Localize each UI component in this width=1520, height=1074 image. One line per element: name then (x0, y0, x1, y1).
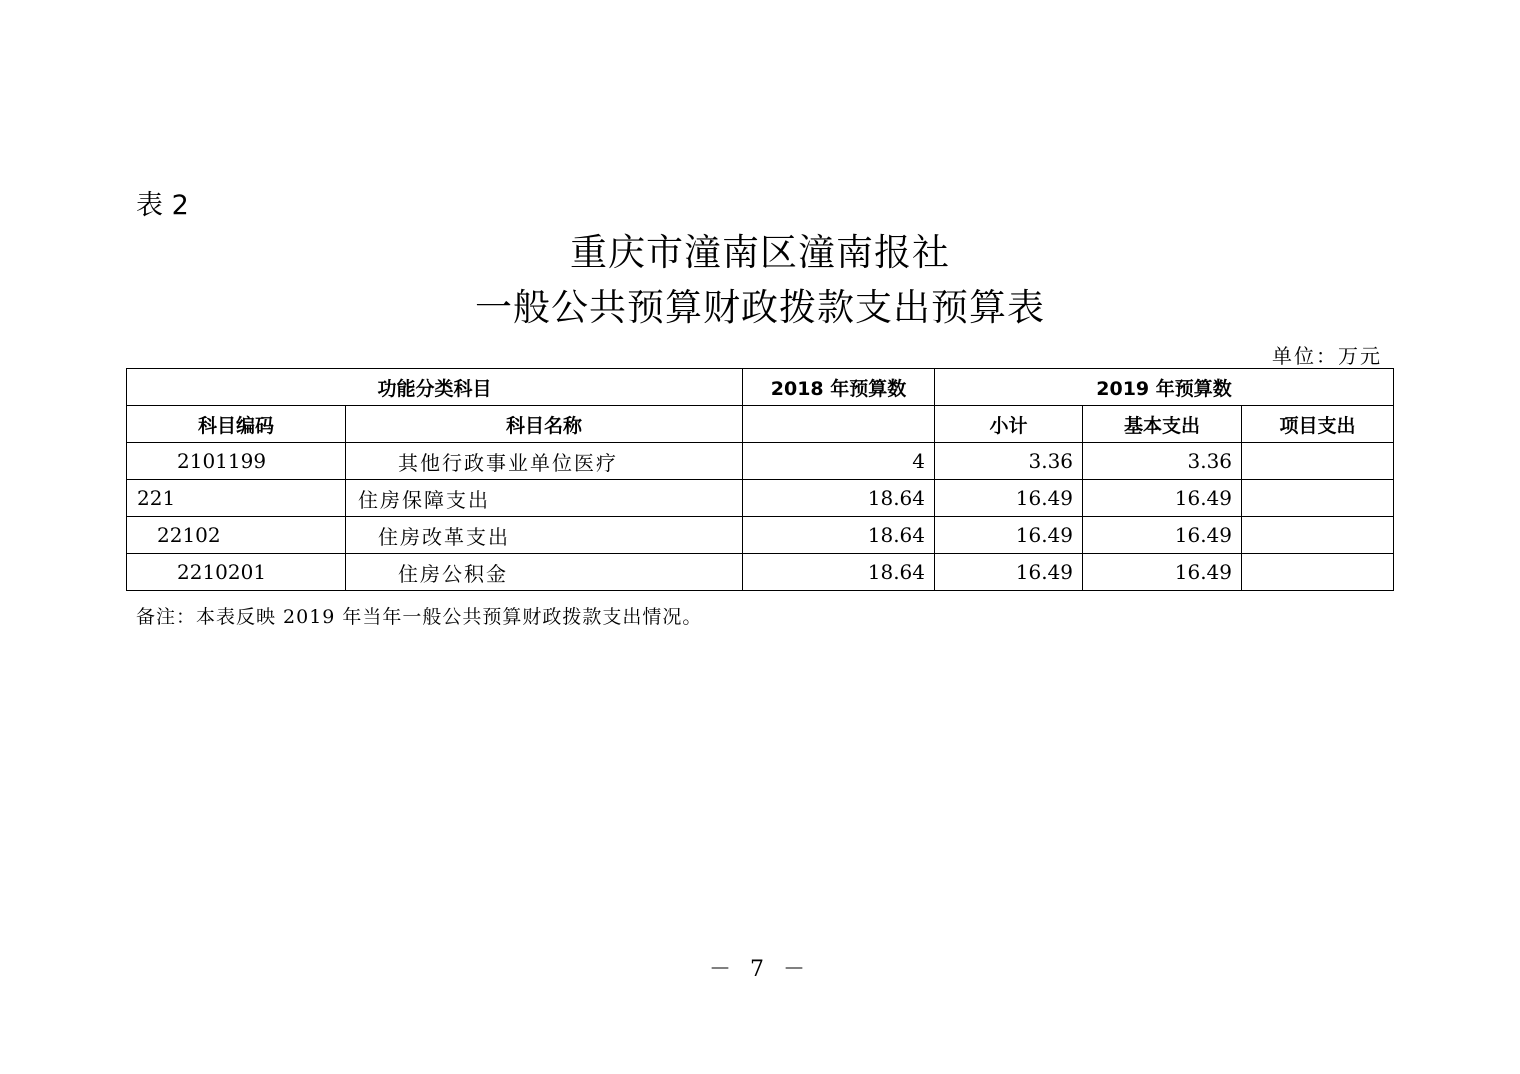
header-function-category: 功能分类科目 (127, 369, 743, 406)
row-project (1242, 517, 1394, 554)
table-header-row-columns (127, 406, 1394, 443)
budget-table (126, 368, 1394, 591)
row-subtotal: 16.49 (935, 480, 1083, 517)
table-row (127, 480, 1394, 517)
header-2019-budget: 2019 年预算数 (935, 369, 1394, 406)
row-project (1242, 480, 1394, 517)
table-label: 表 2 (136, 190, 189, 221)
header-subject-name: 科目名称 (346, 406, 743, 443)
header-subtotal: 小计 (935, 406, 1083, 443)
row-project (1242, 554, 1394, 591)
row-project (1242, 443, 1394, 480)
table-note: 备注：本表反映 2019 年当年一般公共预算财政拨款支出情况。 (136, 606, 703, 628)
row-budget-2018: 4 (743, 443, 935, 480)
row-name: 住房保障支出 (346, 480, 743, 517)
table-row (127, 517, 1394, 554)
table-row (127, 554, 1394, 591)
header-2018-empty (743, 406, 935, 443)
unit-label: 单位：万元 (1272, 344, 1382, 368)
header-basic-expenditure: 基本支出 (1083, 406, 1242, 443)
row-budget-2018: 18.64 (743, 554, 935, 591)
page-number: － 7 － (709, 957, 811, 982)
row-subtotal: 3.36 (935, 443, 1083, 480)
header-2018-budget: 2018 年预算数 (743, 369, 935, 406)
page-title-line2: 一般公共预算财政拨款支出预算表 (475, 286, 1045, 329)
row-code: 2101199 (127, 443, 346, 480)
header-project-expenditure: 项目支出 (1242, 406, 1394, 443)
row-basic: 16.49 (1083, 554, 1242, 591)
header-subject-code: 科目编码 (127, 406, 346, 443)
table-row (127, 443, 1394, 480)
row-code: 221 (127, 480, 346, 517)
row-basic: 16.49 (1083, 517, 1242, 554)
row-budget-2018: 18.64 (743, 517, 935, 554)
row-basic: 16.49 (1083, 480, 1242, 517)
row-code: 2210201 (127, 554, 346, 591)
row-budget-2018: 18.64 (743, 480, 935, 517)
page-title-line1: 重庆市潼南区潼南报社 (570, 231, 950, 274)
table-header-row-group (127, 369, 1394, 406)
row-name: 住房公积金 (346, 554, 743, 591)
row-name: 住房改革支出 (346, 517, 743, 554)
row-subtotal: 16.49 (935, 517, 1083, 554)
row-code: 22102 (127, 517, 346, 554)
row-subtotal: 16.49 (935, 554, 1083, 591)
row-name: 其他行政事业单位医疗 (346, 443, 743, 480)
row-basic: 3.36 (1083, 443, 1242, 480)
